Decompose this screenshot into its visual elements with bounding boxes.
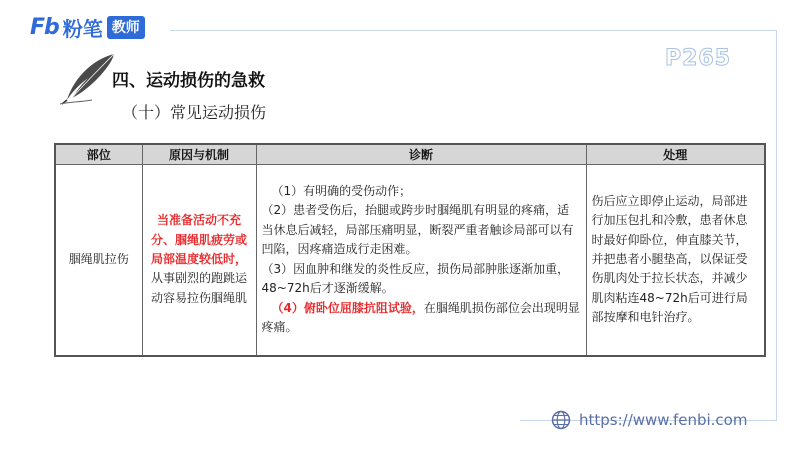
- cause-highlight: 当准备活动不充分、腘绳肌疲劳或局部温度较低时，: [150, 213, 247, 267]
- frame-right-line: [776, 30, 777, 420]
- brand-logo: [30, 12, 145, 42]
- diagnosis-4-highlight: （4）俯卧位屈膝抗阻试验，: [271, 300, 424, 315]
- injury-table: [54, 143, 766, 357]
- cell-part: 腘绳肌拉伤: [55, 164, 142, 356]
- page-reference: P265: [665, 46, 732, 71]
- globe-icon: [551, 410, 571, 430]
- cell-cause: [142, 164, 256, 356]
- header-treatment: 处理: [586, 144, 765, 164]
- cause-rest: 从事剧烈的跑跳运动容易拉伤腘绳肌: [150, 271, 247, 305]
- header-diagnosis: 诊断: [256, 144, 586, 164]
- brand-mark: Fb: [30, 14, 59, 40]
- section-title: 四、运动损伤的急救: [112, 71, 265, 91]
- diagnosis-item-4: [262, 299, 581, 338]
- footer-url[interactable]: https://www.fenbi.com: [579, 411, 748, 429]
- footer: [551, 410, 747, 430]
- table-row: [55, 164, 765, 356]
- table-header-row: [55, 144, 765, 164]
- cell-diagnosis: [256, 164, 586, 356]
- diagnosis-4-rest: 在腘绳肌损伤部位会出现明显疼痛。: [261, 300, 580, 335]
- brand-badge: 教师: [107, 16, 145, 39]
- diagnosis-item-3: （3）因血肿和继发的炎性反应，损伤局部肿胀逐渐加重，48~72h后才逐渐缓解。: [261, 261, 570, 296]
- frame-top-line: [170, 30, 776, 31]
- diagnosis-item-2: （2）患者受伤后，抬腿或跨步时腘绳肌有明显的疼痛，适当休息后减轻，局部压痛明显，断裂严重者触诊局部可以有凹陷，因疼痛造成行走困难。: [261, 203, 574, 257]
- header-cause: 原因与机制: [142, 144, 256, 164]
- quill-icon: [58, 52, 118, 106]
- cell-treatment: 伤后应立即停止运动，局部进行加压包扎和冷敷，患者休息时最好仰卧位，伸直膝关节，并把患者小腿垫高，以保证受伤肌肉处于拉长状态，并减少肌肉粘连48~72h后可进行局部按摩和电针治疗。: [586, 164, 765, 356]
- diagnosis-item-1: （1）有明确的受伤动作；: [271, 184, 412, 198]
- brand-name: 粉笔: [62, 16, 103, 41]
- subsection-title: （十）常见运动损伤: [122, 103, 267, 122]
- header-part: 部位: [55, 144, 142, 164]
